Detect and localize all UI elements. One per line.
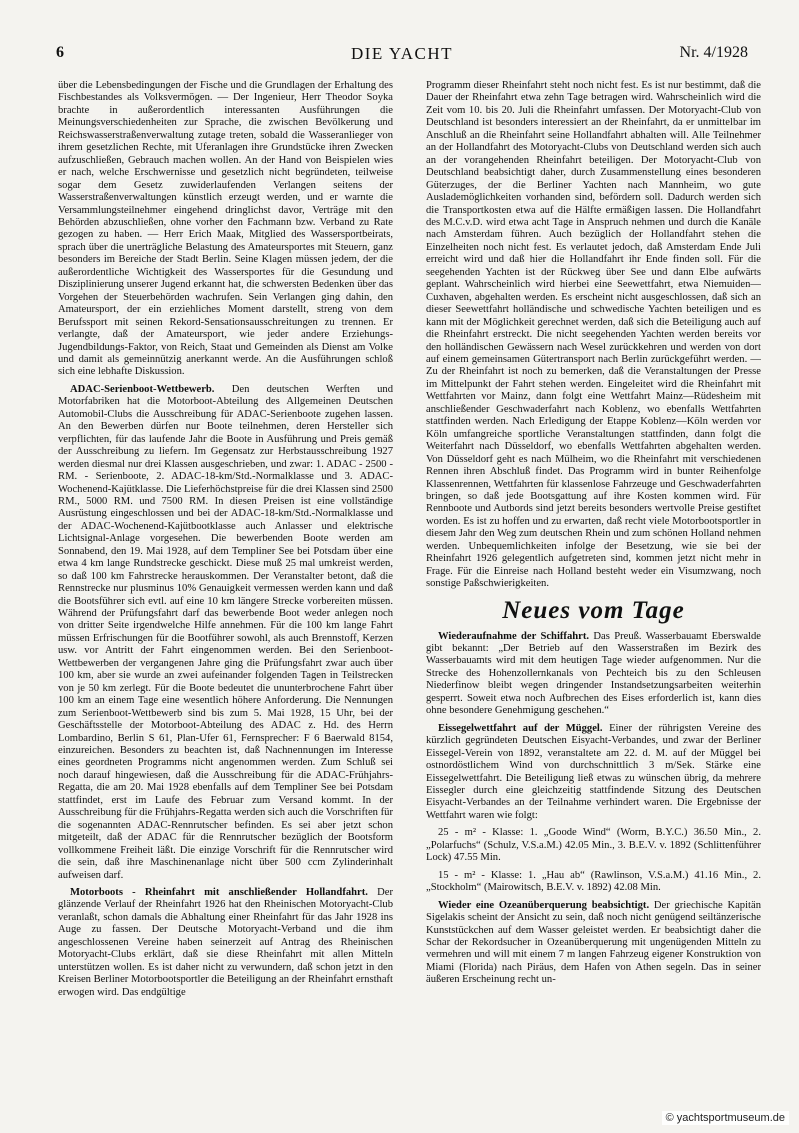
right-column <box>426 80 761 1100</box>
race-results: 25 - m² - Klasse: 1. „Goode Wind“ (Worm, B.Y.C.) 36.50 Min., 2. „Polarfuchs“ (Schulz, V.S.a.M.) 42.05 Min., 3. B.E.V. v. 1892 (Schlittenführer Lock) 47.55 Min. <box>426 827 761 864</box>
news-heading: Eissegelwettfahrt auf der Müggel. <box>438 722 603 734</box>
publication-title: DIE YACHT <box>350 44 454 63</box>
page-header <box>56 44 748 66</box>
news-item: Wiederaufnahme der Schiffahrt. Das Preuß. Wasserbauamt Eberswalde gibt bekannt: „Der Betrieb auf den Wasserstraßen im Bezirk des Wasserbauamts wird mit dem heutigen Tage wieder aufgenommen. Nur die Strecke des Hohenzollernkanals von Pechteich bis zu den Schleusen Niederfinow bleibt wegen dringender Instandsetzungsarbeiten weiterhin gesperrt. Soweit etwa noch Aufbrechen des Eises erforderlich ist, kann dies ohne besondere Genehmigung geschehen.“ <box>426 630 761 717</box>
article-heading: Motorboots - Rheinfahrt mit anschließender Hollandfahrt. <box>70 887 368 898</box>
news-heading: Wieder eine Ozeanüberquerung beabsichtigt. <box>438 899 650 911</box>
issue-number: Nr. 4/1928 <box>679 44 748 61</box>
race-results: 15 - m² - Klasse: 1. „Hau ab“ (Rawlinson, V.S.a.M.) 41.16 Min., 2. „Stockholm“ (Mairowitsch, B.E.V. v. 1892) 42.08 Min. <box>426 869 761 894</box>
page-number: 6 <box>56 44 64 61</box>
news-item: Wieder eine Ozeanüberquerung beabsichtigt. Der griechische Kapitän Sigelakis scheint der Ansicht zu sein, daß noch nicht genügend seiltänzerische Kunststückchen auf dem Wasser geleistet werden. Er beabsichtigt daher die Schar der Rekordsucher in Ozeanüberquerung mit ungenügenden Mitteln zu vermehren und will mit einem 7 m langen Fahrzeug eigener Konstruktion von Miami (Florida) nach Piräus, dem Hafen von Athen segeln. Das in seiner äußeren Erscheinung recht un- <box>426 899 761 986</box>
news-item: Eissegelwettfahrt auf der Müggel. Einer der rührigsten Vereine des kürzlich gegründeten Deutschen Eisyacht-Verbandes, und zwar der Berliner Eissegel-Verein von 1892, veranstaltete am 22. d. M. auf der Müggel bei ostnordöstlichem Wind von durchschnittlich 3 m/Sek. Stärke eine Eissegelwettfahrt. Die Beteiligung ließ etwas zu wünschen übrig, da mehrere Eissegler durch eine gleichzeitig stattfindende Sitzung des Deutschen Eisyacht-Verbandes an der Teilnahme verhindert waren. Die Ergebnisse der Wettfahrt waren wie folgt: <box>426 722 761 821</box>
left-column <box>58 80 393 1100</box>
watermark: © yachtsportmuseum.de <box>662 1111 789 1125</box>
section-title: Neues vom Tage <box>502 596 685 624</box>
article-paragraph: Programm dieser Rheinfahrt steht noch nicht fest. Es ist nur bestimmt, daß die Dauer der Rheinfahrt etwa zehn Tage betragen wird. Wahrscheinlich wird die Zeit vom 10. bis 20. Juli die Rheinfahrt umfassen. Der Motoryacht-Club von Deutschland ist besonders interessiert an der Rheinfahrt, da er unmittelbar im Anschluß an die Rheinfahrt seine Hollandfahrt abhalten will. Alle Teilnehmer an der Hollandfahrt des Motoryacht-Clubs von Deutschland werden sich auch an der vorangehenden Rheinfahrt beteiligen. Der Motoryacht-Club von Deutschland beabsichtigt daher, durch Zusammenstellung eines besonderen Güterzuges, der die Berliner Yachten nach Mannheim, wo gute Auslademöglichkeiten vorhanden sind, befördern soll. Dadurch werden sich die Transportkosten etwa auf die Hälfte ermäßigen lassen. Die Hollandfahrt des M.C.v.D. wird etwa acht Tage in Anspruch nehmen und durch die Kanäle nach Amsterdam führen. Auch bezüglich der Hollandfahrt stehen die Einzelheiten noch nicht fest. Es verlautet jedoch, daß Amsterdam Ende Juli erreicht wird und daß hier die Hollandfahrt ihr Ende finden soll. Für die seegehenden Yachten ist der Rückweg über See und dann Elbe aufwärts geplant. Wahrscheinlich wird hierbei eine Seewettfahrt, etwa Niemuiden—Cuxhaven, abgehalten werden. Es erscheint nicht ausgeschlossen, daß sich an dieser Seewettfahrt holländische und schwedische Yachten beteiligen und es kann mit der Möglichkeit gerechnet werden, daß sich die Beteiligung auch auf die Rheinfahrt erstreckt. Die nicht seegehenden Yachten werden bereits vor den holländischen Gewässern nach Wesel zurückkehren und werden von dort auf einem gemeinsamen Gütertransport nach Berlin zurückgeführt werden. — Zu der Rheinfahrt ist noch zu bemerken, daß die Veranstaltungen der Presse im Mittelpunkt der Fahrt stehen werden. Eingeleitet wird die Rheinfahrt mit Wettfahrten vor Mainz, dann folgt eine Wettfahrt Mainz—Rüdesheim mit anschließender Geschwaderfahrt nach Koblenz, wo ebenfalls Wettfahrten stattfinden werden. Nach Erledigung der Etappe Koblenz—Köln werden vor Köln umfangreiche sportliche Veranstaltungen stattfinden, dann folgt die Weiterfahrt nach Düsseldorf, wo ebenfalls Wettfahrten abgehalten werden. Von Düsseldorf geht es nach Mülheim, wo die Rheinfahrt mit verschiedenen Rennen ihren Abschluß findet. Das Programm wird in bunter Reihenfolge Klassenrennen, Wettfahrten für klassenlose Fahrzeuge und Geschwaderfahrten bringen, so daß jede Bootsgattung auf ihre Kosten kommen wird. Für Rennboote und Autbords sind jetzt bereits besonders wertvolle Preise gestiftet worden. Es ist zu hoffen und zu erwarten, daß recht viele Motorbootsportler in diesem Jahr den Weg zum deutschen Rhein und zum schönen Holland nehmen werden. Unbequemlichkeiten infolge der Besetzung, wie sie bei der Rheinfahrt 1926 gelegentlich aufgetreten sind, kommen jetzt nicht mehr in Frage. Für die Einreise nach Holland besteht weder ein Visumzwang, noch sonstige Paßschwierigkeiten. <box>426 80 761 590</box>
article-paragraph: Motorboots - Rheinfahrt mit anschließender Hollandfahrt. Der glänzende Verlauf der Rheinfahrt 1926 hat den Rheinischen Motoryacht-Club veranlaßt, schon damals die Abhaltung einer Rheinfahrt für das Jahr 1928 ins Auge zu fassen. Der Deutsche Motoryacht-Verband und die ihm angeschlossenen Vereine haben seinerzeit auf Antrag des Rheinischen Motoryacht-Clubs erklärt, daß sie diese Rheinfahrt mit allen Mitteln unterstützen wollen. Es ist daher nicht zu verwundern, daß schon jetzt in den Kreisen Berliner Motorbootsportler die Beteiligung an der Rheinfahrt ernsthaft erwogen wird. Das endgültige <box>58 887 393 998</box>
news-heading: Wiederaufnahme der Schiffahrt. <box>438 630 590 642</box>
article-paragraph: ADAC-Serienboot-Wettbewerb. Den deutschen Werften und Motorfabriken hat die Motorboot-Abteilung des Allgemeinen Deutschen Automobil-Clubs die Ausschreibung für ADAC-Serienboote zugehen lassen. An den Bewerben dürfen nur Boote teilnehmen, deren Hersteller sich verpflichten, für das laufende Jahr die Boote in Ausführung und Preis gemäß der Ausschreibung zu liefern. Im Gegensatz zur Herbstausschreibung 1927 werden diesmal nur drei Klassen ausgeschrieben, und zwar: 1. ADAC - 2500 - RM. - Serienboote, 2. ADAC-18-km/Std.-Normalklasse und 3. ADAC-Wochenend-Kajütklasse. Die Lieferhöchstpreise für die drei Klassen sind 2500 RM., 5000 RM. und 7500 RM. In diesen Preisen ist eine vollständige Ausrüstung eingeschlossen und bei der ADAC-18-km/Std.-Normalklasse und der ADAC-Wochenend-Kajütbootklasse auch Anlasser und elektrische Lichtsignal-Anlage vorgesehen. Die bewerbenden Boote werden am Sonnabend, den 19. Mai 1928, auf dem Templiner See bei Potsdam über eine etwa 4 km lange Rundstrecke geschickt. Diese muß 25 mal umkreist werden, so daß 100 km Fahrstrecke herauskommen. Der Veranstalter betont, daß die Rennstrecke nur plusminus 10% Genauigkeit vermessen werden kann und daß die Bootsführer sich evtl. auf eine 10 km längere Strecke vorbereiten müssen. Während der Prüfungsfahrt darf das bewerbende Boot weder anlegen noch von dritter Seite irgendwelche Hilfe annehmen. Für die 100 km lange Fahrt müssen Erfrischungen für die Bootführer sowohl, als auch Brennstoff, Kerzen usw. vor Antritt der Fahrt eingenommen werden. Bei den Serienboot-Wettbewerben der vergangenen Jahre ging die Prüfungsfahrt zwar auch über 100 km, aber sie wurde an zwei aufeinander folgenden Tagen in Teilstrecken von je 50 km zerlegt. Für die Boote bedeutet die ununterbrochene Fahrt über 100 km an einem Tage eine wesentlich höhere Anforderung. Die Nennungen zum Serienboot-Wettbewerb sind bis zum 5. Mai 1928, 15 Uhr, bei der Geschäftsstelle der Motorboot-Abteilung des ADAC z. Hd. des Herrn Lombardino, Berlin S 61, Plan-Ufer 61, Fernsprecher: F 6 Baerwald 8154, einzureichen. Besonders zu beachten ist, daß Nachnennungen im Interesse eines geordneten Programms nicht angenommen werden. Zum Schluß sei noch darauf hingewiesen, daß die Ausschreibung für die ADAC-Frühjahrs-Regatta, die am 20. Mai 1928 ebenfalls auf dem Templiner See bei Potsdam stattfindet, erst im Laufe des Februar zum Versand kommt. In der Ausschreibung für die Frühjahrs-Regatta werden sich auch die Vorschriften für die sogenannten ADAC-Rennrutscher befinden. Es sei aber jetzt schon mitgeteilt, daß der ADAC für die Rennrutscher bezüglich der Bootsform vollkommene Freiheit läßt. Die einzige Vorschrift für die Rennrutscher wird die sein, daß ihre Maschinenanlage nicht über 500 ccm Zylinderinhalt aufweisen darf. <box>58 383 393 881</box>
article-heading: ADAC-Serienboot-Wettbewerb. <box>70 383 215 395</box>
article-paragraph: über die Lebensbedingungen der Fische und die Grundlagen der Erhaltung des Fischbestandes als Volksvermögen. — Der Ingenieur, Herr Theodor Soyka brachte in außerordentlich interessanten Ausführungen die Meinungsverschiedenheiten zur Sprache, die zwischen Bevölkerung und Reichswasserstraßenverwaltung zutage treten, sobald die Wasseranlieger von ihrem gesetzlichen Rechte, mit Uferanlagen ihre Grundstücke ihren Zwecken aufzuschließen, Gebrauch machen wollen. An der Hand von Beispielen wies er nach, welche Erschwernisse und gesetzlich nicht begründeten, teilweise sogar dem Gesetz zuwiderlaufenden Verlangen seitens der Wasserstraßenverwaltungen künstlich erzeugt werden, und er warnte die Versammlungsteilnehmer eingehend dringlichst davor, Verträge mit den Behörden abzuschließen, ohne vorher den Fachmann bzw. Verband zu Rate gezogen zu haben. — Herr Erich Maak, Mitglied des Wassersportbeirats, sprach über die unerträgliche Belastung des Amateursportes mit Steuern, ganz besonders im Bereiche der Stadt Berlin. Seine Klagen müssen jedem, der die außerordentliche Wichtigkeit des Wassersportes für die Gesundung und Disziplinierung unserer Jugend erkannt hat, die schwersten Bedenken über das Vorgehen der Steuerbehörden wachrufen. Sein Verlangen ging dahin, den Amateursport, der ein erziehliches Moment darstellt, streng von dem Berufssport mit seinen Rekord-Sensationsausschreitungen zu trennen. Er verlangte, daß der Amateursport, wie jeder andere Erziehungs-Jugendbildungs-Faktor, von Reich, Staat und Gemeinden als Dienst am Volke und damit als gemeinnützig anerkannt werde. An die Ausführungen schloß sich eine lebhafte Diskussion. <box>58 80 393 378</box>
